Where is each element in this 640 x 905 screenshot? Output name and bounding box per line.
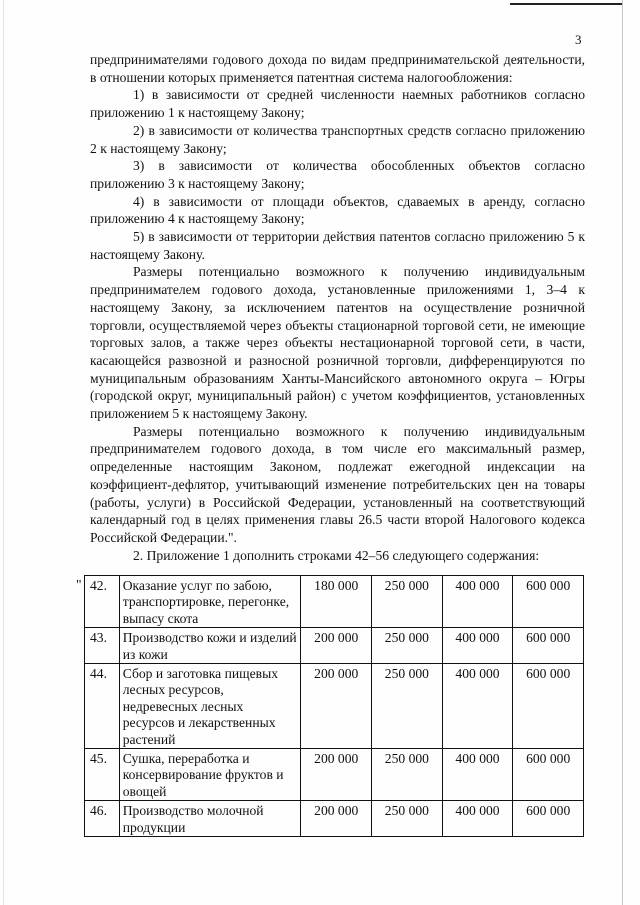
paragraph: Размеры потенциально возможного к получению индивидуальным предпринимателем годового дохода, в том числе его максимальный размер, определенные настоящим Законом, подлежат ежегодной индексации на коэффициент-дефлятор, учитывающий изменение потребительских цен на товары (работы, услуги) в Российской Федерации, установленный на соответствующий календарный год в целях применения главы 26.5 части второй Налогового кодекса Российской Федерации.". [90,423,585,545]
paragraph: 2. Приложение 1 дополнить строками 42–56 следующего содержания: [133,547,540,563]
list-item: 2) в зависимости от количества транспортных средств согласно приложению 2 к настоящему Закону; [90,122,585,156]
activity-name: Производство молочной продукции [119,801,301,837]
income-value: 400 000 [442,576,513,628]
income-value: 250 000 [372,749,443,801]
income-value: 400 000 [442,801,513,837]
table-row [85,801,584,837]
income-value: 250 000 [372,801,443,837]
row-number: 43. [85,628,120,664]
row-number: 42. [85,576,120,628]
table-row [85,576,584,628]
activity-name: Сбор и заготовка пищевых лесных ресурсов, недревесных лесных ресурсов и лекарственных растений [119,664,301,749]
activity-name: Оказание услуг по забою, транспортировке, перегонке, выпасу скота [119,576,301,628]
activity-name: Сушка, переработка и консервирование фруктов и овощей [119,749,301,801]
income-value: 400 000 [442,628,513,664]
row-number: 45. [85,749,120,801]
income-value: 200 000 [301,664,372,749]
income-value: 400 000 [442,664,513,749]
scan-edge-left [3,0,4,905]
paragraph: предпринимателями годового дохода по видам предпринимательской деятельности, в отношении которых применяется патентная система налогообложения: [90,52,585,85]
income-value: 250 000 [372,628,443,664]
row-number: 44. [85,664,120,749]
list-item: 3) в зависимости от количества обособленных объектов согласно приложению 3 к настоящему Закону; [90,158,585,191]
list-item: 1) в зависимости от средней численности наемных работников согласно приложению 1 к настоящему Закону; [90,87,585,121]
document-body [90,51,585,564]
income-value: 600 000 [513,576,584,628]
income-value: 200 000 [301,628,372,664]
table-row [85,749,584,801]
income-value: 180 000 [301,576,372,628]
table-row [85,628,584,664]
income-value: 200 000 [301,801,372,837]
activity-name: Производство кожи и изделий из кожи [119,628,301,664]
opening-quote: " [76,577,82,592]
income-value: 400 000 [442,749,513,801]
scan-edge-right [622,0,623,905]
row-number: 46. [85,801,120,837]
income-value: 600 000 [513,749,584,801]
scan-mark-top [510,3,622,5]
table-row [85,664,584,749]
income-value: 250 000 [372,576,443,628]
income-value: 600 000 [513,664,584,749]
income-value: 250 000 [372,664,443,749]
paragraph: Размеры потенциально возможного к получению индивидуальным предпринимателем годового дохода, установленные приложениями 1, 3–4 к настоящему Закону, за исключением патентов на осуществление розничной торговли, осуществляемой через объекты стационарной торговой сети, не имеющие торговых залов, а также через объекты нестационарной торговой сети, в части, касающейся развозной и разносной розничной торговли, дифференцируются по муниципальным образованиям Ханты-Мансийского автономного округа – Югры (городской округ, муниципальный район) с учетом коэффициентов, установленных приложением 5 к настоящему Закону. [90,264,585,422]
list-item: 5) в зависимости от территории действия патентов согласно приложению 5 к настоящему Закону. [90,229,585,262]
income-value: 200 000 [301,749,372,801]
income-value: 600 000 [513,801,584,837]
appendix-table [84,575,584,837]
list-item: 4) в зависимости от площади объектов, сдаваемых в аренду, согласно приложению 4 к настоящему Закону; [90,193,585,227]
income-value: 600 000 [513,628,584,664]
page-number: 3 [575,32,582,47]
